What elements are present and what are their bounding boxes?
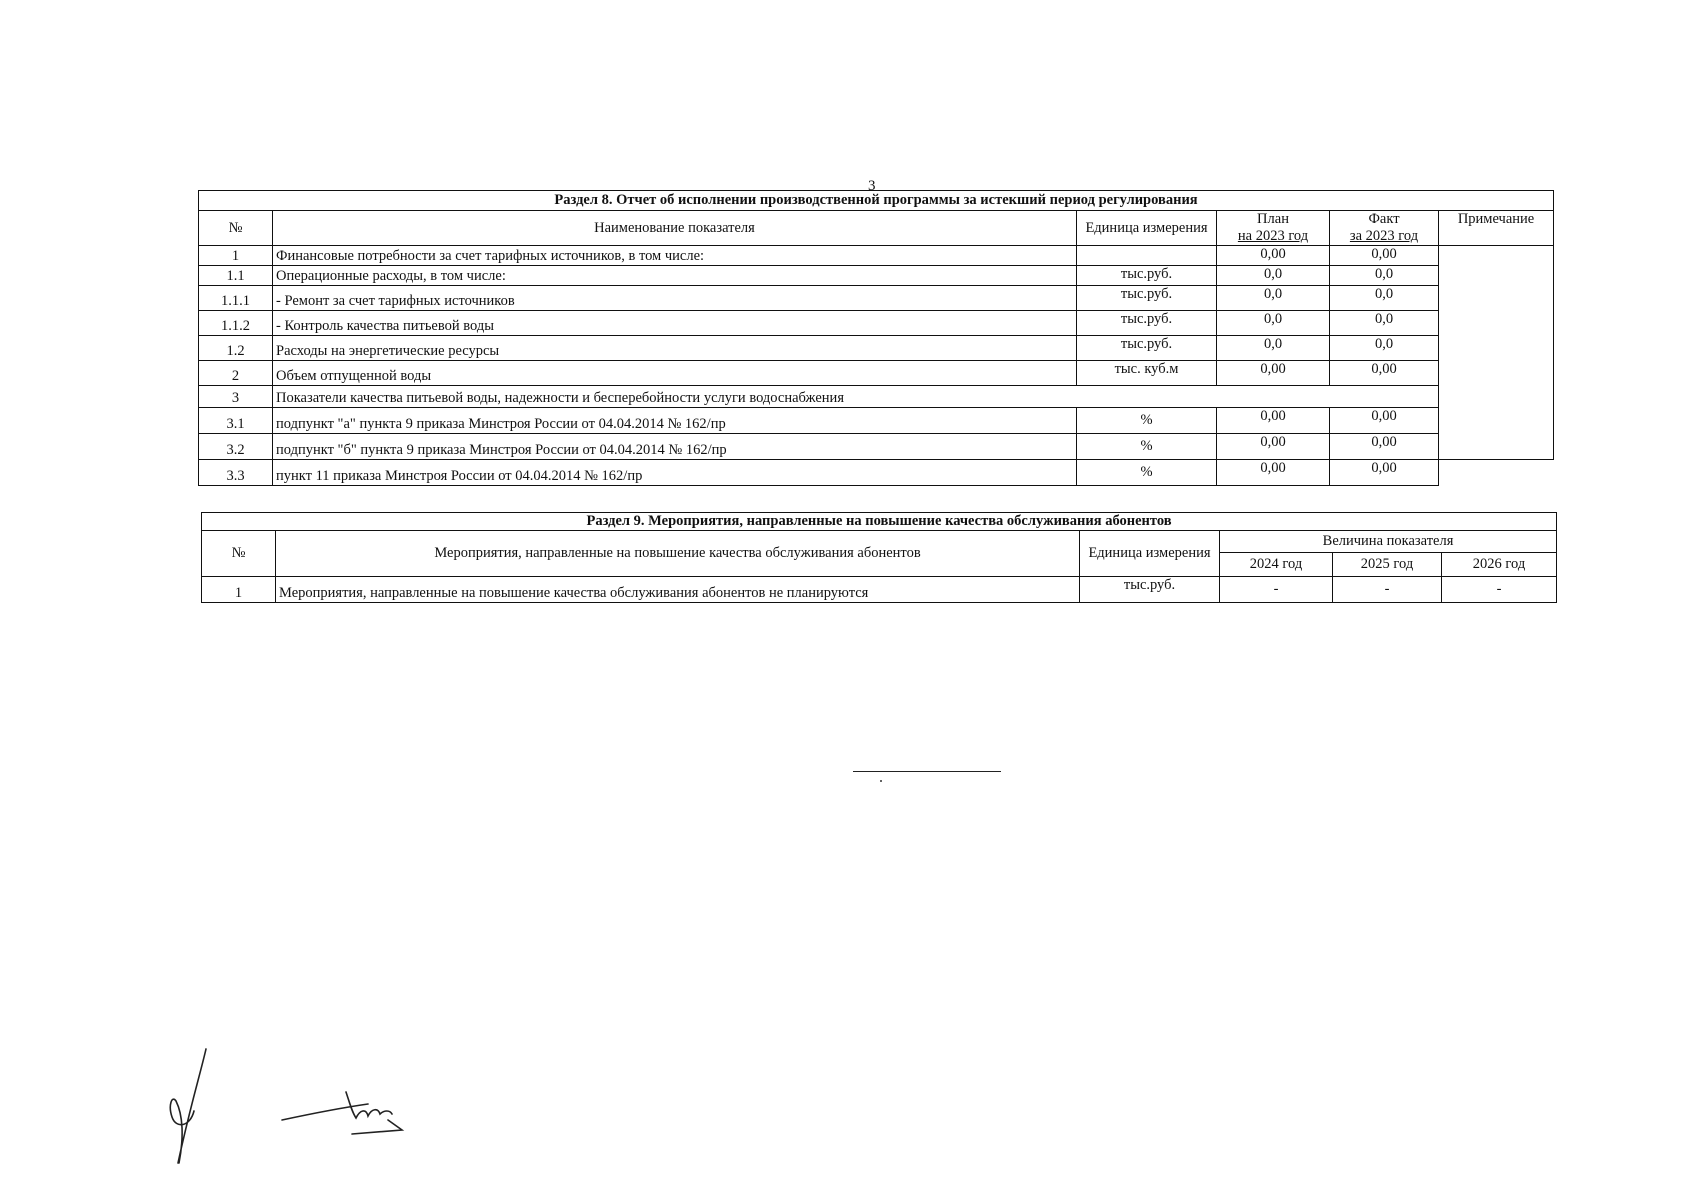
row-plan: 0,00 [1217,246,1330,266]
section9-title: Раздел 9. Мероприятия, направленные на повышение качества обслуживания абонентов [202,513,1557,531]
row-num: 3 [199,386,273,408]
table-row [199,286,1554,311]
row-plan: 0,0 [1217,266,1330,286]
table-row [202,577,1557,603]
row-fact: 0,00 [1330,246,1439,266]
row-num: 3.1 [199,408,273,434]
row-value-2025: - [1333,577,1442,603]
col-num-header: № [199,211,273,246]
row-fact: 0,00 [1330,460,1439,486]
row-num: 2 [199,361,273,386]
row-unit: тыс.руб. [1077,266,1217,286]
row-plan: 0,00 [1217,361,1330,386]
section8-table [198,190,1554,486]
year-header-2025: 2025 год [1333,553,1442,577]
row-fact: 0,00 [1330,361,1439,386]
fact-header-line2: за 2023 год [1349,228,1419,244]
fact-header-line1: Факт [1368,211,1400,227]
row-unit: % [1077,460,1217,486]
row-fact: 0,0 [1330,266,1439,286]
table-row [199,246,1554,266]
table-row [199,266,1554,286]
row-name: Операционные расходы, в том числе: [273,266,1077,286]
plan-header-line1: План [1257,211,1289,227]
row-unit: % [1077,408,1217,434]
row-plan: 0,0 [1217,311,1330,336]
year-header-2026: 2026 год [1442,553,1557,577]
row-plan: 0,00 [1217,460,1330,486]
col-unit-header: Единица измерения [1077,211,1217,246]
row-name: Финансовые потребности за счет тарифных источников, в том числе: [273,246,1077,266]
row-name: Показатели качества питьевой воды, надежности и бесперебойности услуги водоснабжения [273,386,1439,408]
table-row [199,386,1554,408]
row-fact: 0,00 [1330,408,1439,434]
row-unit: тыс.руб. [1077,311,1217,336]
col-name-header: Наименование показателя [273,211,1077,246]
row-fact: 0,0 [1330,336,1439,361]
col-unit-header: Единица измерения [1080,531,1220,577]
row-unit: тыс.руб. [1077,286,1217,311]
row-num: 1.1.2 [199,311,273,336]
row-plan: 0,00 [1217,434,1330,460]
row-value-2024: - [1220,577,1333,603]
row-num: 1 [202,577,276,603]
table-row [199,434,1554,460]
col-num-header: № [202,531,276,577]
separator-line [853,771,1001,772]
row-num: 3.3 [199,460,273,486]
table-row [199,311,1554,336]
plan-header-line2: на 2023 год [1237,228,1309,244]
col-plan-header [1217,211,1330,246]
row-name: Объем отпущенной воды [273,361,1077,386]
separator-dot [880,780,882,782]
col-note-header: Примечание [1439,211,1554,246]
table-row [199,408,1554,434]
row-name: подпункт "а" пункта 9 приказа Минстроя России от 04.04.2014 № 162/пр [273,408,1077,434]
row-name: - Контроль качества питьевой воды [273,311,1077,336]
signature-1 [160,1045,220,1175]
value-group-header: Величина показателя [1220,531,1557,553]
table-row [199,361,1554,386]
table-row [199,460,1554,486]
row-name: Мероприятия, направленные на повышение качества обслуживания абонентов не планируются [276,577,1080,603]
row-unit: тыс. куб.м [1077,361,1217,386]
row-plan: 0,0 [1217,286,1330,311]
note-cell [1439,246,1554,460]
row-num: 3.2 [199,434,273,460]
row-num: 1 [199,246,273,266]
col-name-header: Мероприятия, направленные на повышение качества обслуживания абонентов [276,531,1080,577]
row-num: 1.2 [199,336,273,361]
page-number: 3 [868,178,876,194]
section9-table [201,512,1557,603]
row-name: подпункт "б" пункта 9 приказа Минстроя России от 04.04.2014 № 162/пр [273,434,1077,460]
row-plan: 0,0 [1217,336,1330,361]
section8-title: Раздел 8. Отчет об исполнении производственной программы за истекший период регулирования [199,191,1554,211]
row-name: - Ремонт за счет тарифных источников [273,286,1077,311]
signature-2 [280,1090,420,1140]
year-header-2024: 2024 год [1220,553,1333,577]
row-value-2026: - [1442,577,1557,603]
row-plan: 0,00 [1217,408,1330,434]
row-unit: тыс.руб. [1077,336,1217,361]
col-fact-header [1330,211,1439,246]
row-unit: % [1077,434,1217,460]
row-num: 1.1 [199,266,273,286]
row-fact: 0,0 [1330,311,1439,336]
row-unit: тыс.руб. [1080,577,1220,603]
row-name: Расходы на энергетические ресурсы [273,336,1077,361]
row-fact: 0,0 [1330,286,1439,311]
row-fact: 0,00 [1330,434,1439,460]
row-num: 1.1.1 [199,286,273,311]
table-row [199,336,1554,361]
row-unit [1077,246,1217,266]
row-name: пункт 11 приказа Минстроя России от 04.04.2014 № 162/пр [273,460,1077,486]
